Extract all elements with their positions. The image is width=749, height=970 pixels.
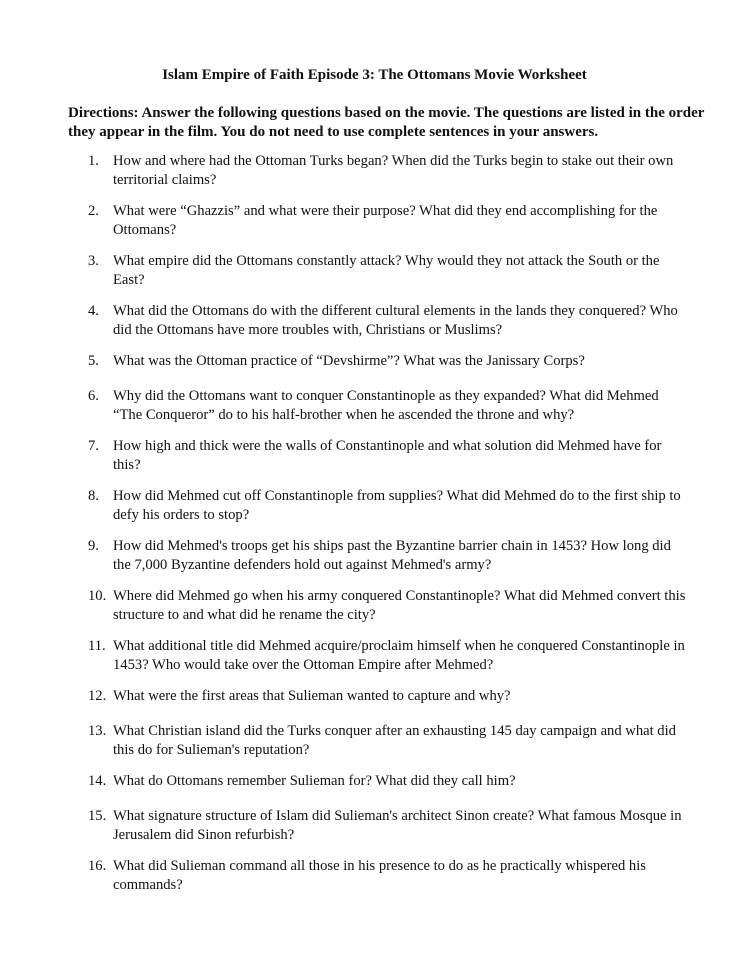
question-text: What was the Ottoman practice of “Devshirme”? What was the Janissary Corps? xyxy=(113,353,585,369)
question-number: 2. xyxy=(88,203,99,219)
question-item xyxy=(88,537,688,575)
directions: Directions: Answer the following questions based on the movie. The questions are listed in the order they appear in the film. You do not need to use complete sentences in your answers. xyxy=(68,105,705,140)
question-number: 10. xyxy=(88,588,107,604)
question-text: What were “Ghazzis” and what were their purpose? What did they end accomplishing for the Ottomans? xyxy=(113,203,658,238)
question-item xyxy=(88,202,688,240)
question-text: Why did the Ottomans want to conquer Constantinople as they expanded? What did Mehmed “The Conqueror” do to his half-brother when he ascended the throne and why? xyxy=(113,388,659,423)
question-text: What Christian island did the Turks conquer after an exhausting 145 day campaign and what did this do for Sulieman's reputation? xyxy=(113,723,676,758)
question-number: 5. xyxy=(88,353,99,369)
worksheet-title: Islam Empire of Faith Episode 3: The Ottomans Movie Worksheet xyxy=(162,67,587,83)
question-number: 13. xyxy=(88,723,107,739)
question-text: What do Ottomans remember Sulieman for? What did they call him? xyxy=(113,773,516,789)
question-item xyxy=(88,152,688,190)
question-number: 3. xyxy=(88,253,99,269)
question-number: 6. xyxy=(88,388,99,404)
question-item xyxy=(88,352,688,371)
question-item xyxy=(88,437,688,475)
question-number: 16. xyxy=(88,858,107,874)
question-text: What additional title did Mehmed acquire/proclaim himself when he conquered Constantinople in 1453? Who would take over the Ottoman Empire after Mehmed? xyxy=(113,638,685,673)
question-item xyxy=(88,807,688,845)
question-number: 11. xyxy=(88,638,106,654)
question-text: Where did Mehmed go when his army conquered Constantinople? What did Mehmed convert this structure to and what did he rename the city? xyxy=(113,588,686,623)
question-text: How did Mehmed's troops get his ships past the Byzantine barrier chain in 1453? How long did the 7,000 Byzantine defenders hold out against Mehmed's army? xyxy=(113,538,671,573)
question-item xyxy=(88,487,688,525)
question-item xyxy=(88,722,688,760)
question-text: What did Sulieman command all those in his presence to do as he practically whispered his commands? xyxy=(113,858,646,893)
question-item xyxy=(88,252,688,290)
question-item xyxy=(88,302,688,340)
question-number: 4. xyxy=(88,303,99,319)
question-text: How did Mehmed cut off Constantinople from supplies? What did Mehmed do to the first ship to defy his orders to stop? xyxy=(113,488,681,523)
question-list xyxy=(88,152,688,907)
question-number: 8. xyxy=(88,488,99,504)
question-item xyxy=(88,587,688,625)
question-text: What signature structure of Islam did Sulieman's architect Sinon create? What famous Mosque in Jerusalem did Sinon refurbish? xyxy=(113,808,682,843)
question-number: 15. xyxy=(88,808,107,824)
question-text: How and where had the Ottoman Turks began? When did the Turks begin to stake out their own territorial claims? xyxy=(113,153,674,188)
question-text: How high and thick were the walls of Constantinople and what solution did Mehmed have for this? xyxy=(113,438,662,473)
question-text: What were the first areas that Sulieman wanted to capture and why? xyxy=(113,688,511,704)
question-number: 9. xyxy=(88,538,99,554)
question-item xyxy=(88,637,688,675)
question-text: What did the Ottomans do with the different cultural elements in the lands they conquered? Who did the Ottomans have more troubles with, Christians or Muslims? xyxy=(113,303,678,338)
question-number: 1. xyxy=(88,153,99,169)
question-number: 7. xyxy=(88,438,99,454)
question-item xyxy=(88,687,688,706)
question-item xyxy=(88,387,688,425)
question-number: 12. xyxy=(88,688,107,704)
question-item xyxy=(88,772,688,791)
question-item xyxy=(88,857,688,895)
question-text: What empire did the Ottomans constantly attack? Why would they not attack the South or the East? xyxy=(113,253,660,288)
question-number: 14. xyxy=(88,773,107,789)
